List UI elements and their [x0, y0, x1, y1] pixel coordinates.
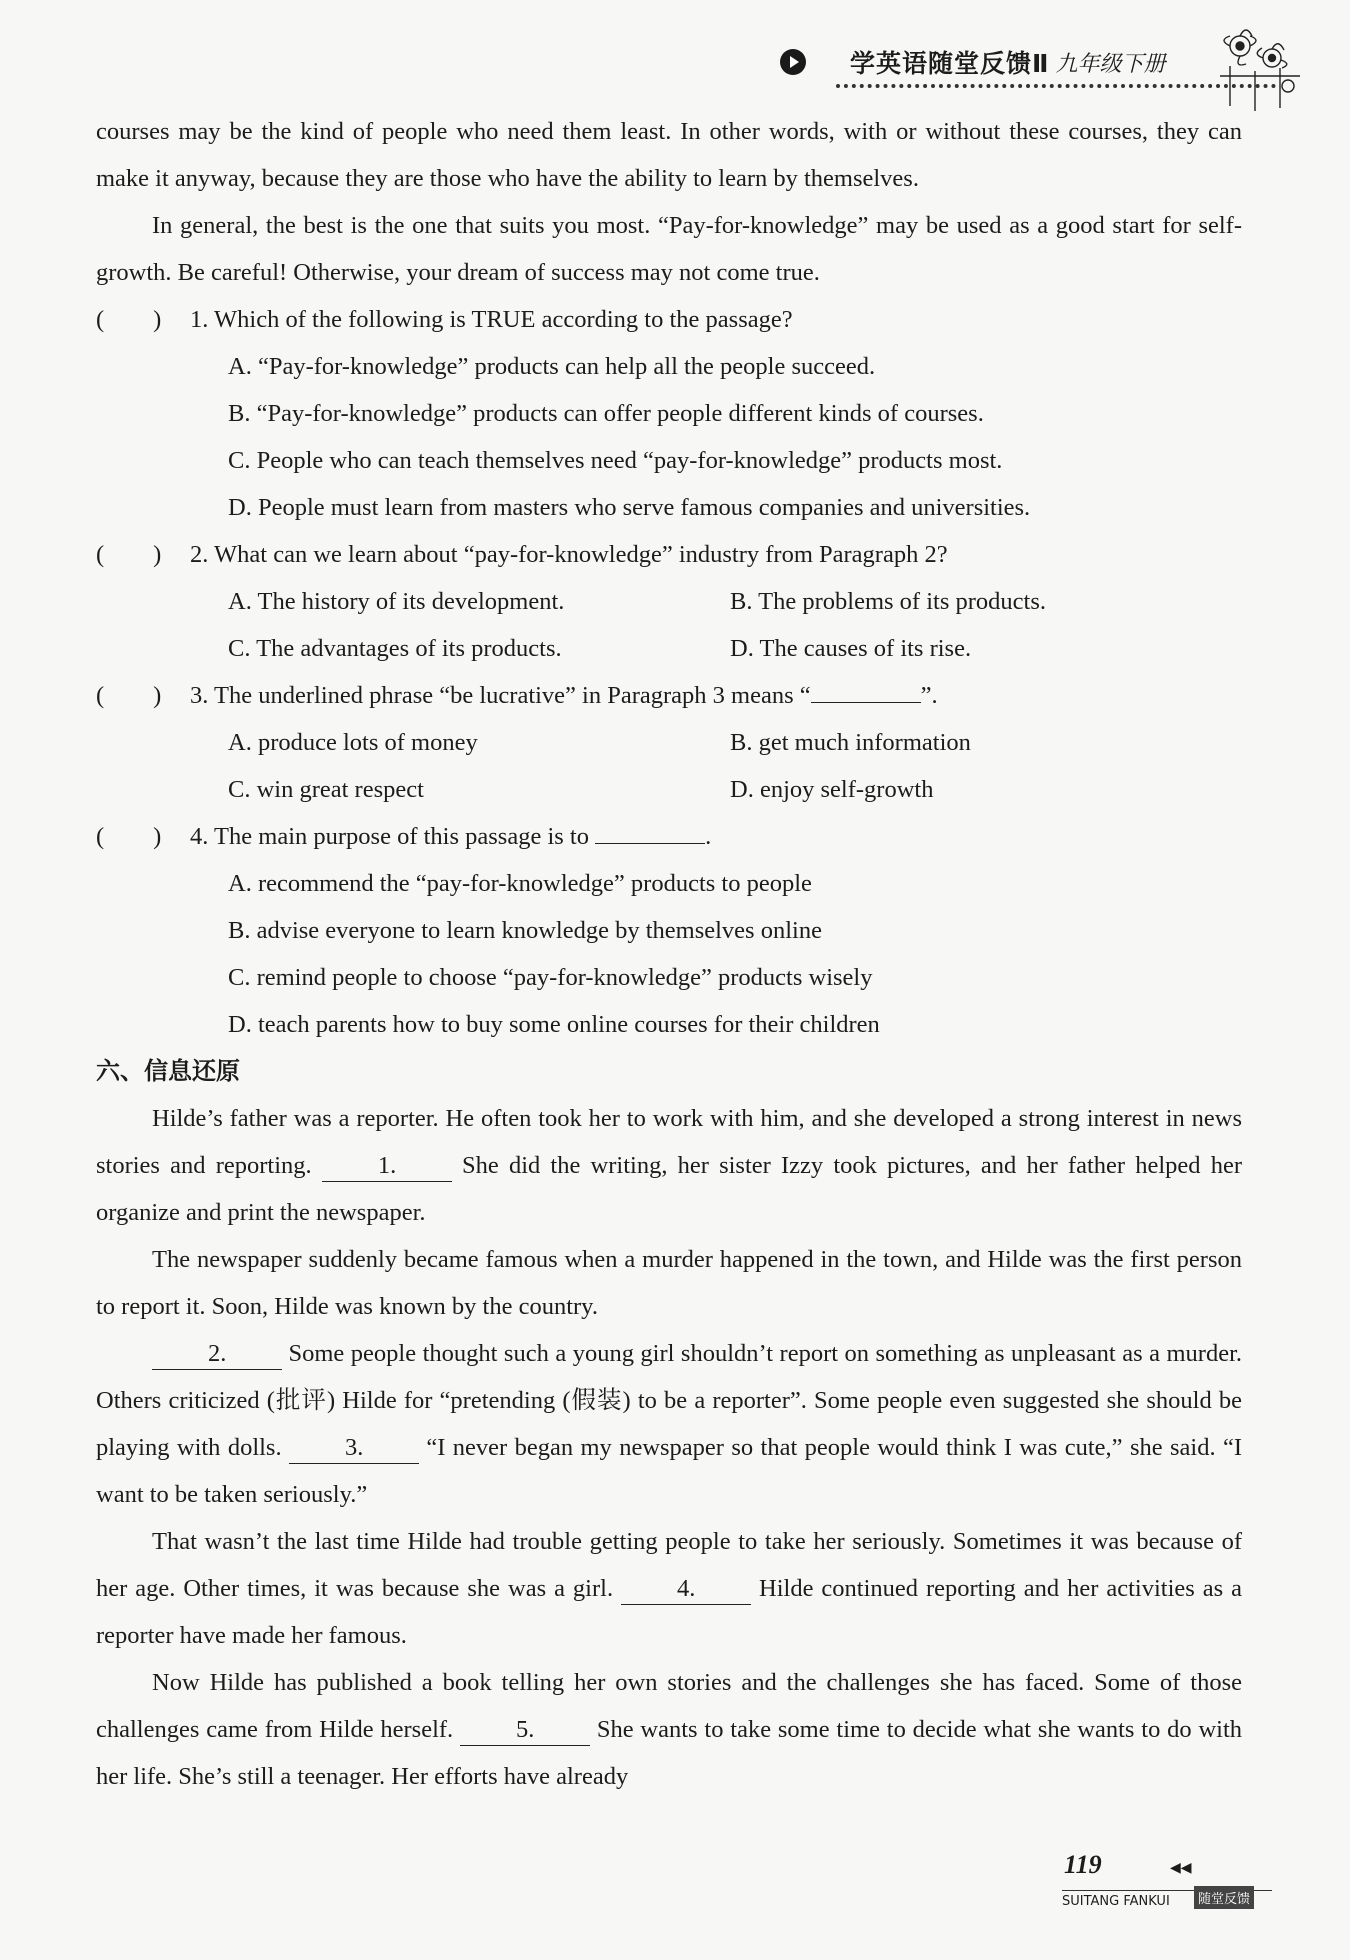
option-d: D. The causes of its rise.	[730, 635, 972, 662]
section-heading: 六、信息还原	[96, 1057, 240, 1085]
paragraph-text: That wasn’t the last time Hilde had trouble getting people to take her seriously. Sometimes it was because of her age. Other times, it was because she was a girl.	[96, 1528, 1242, 1602]
answer-blank-4[interactable]: 4.	[621, 1574, 751, 1605]
passage-paragraph: In general, the best is the one that suits you most. “Pay-for-knowledge” may be used as a good start for self-growth. Be careful! Otherwise, your dream of success may not come true.	[96, 212, 1242, 286]
option-d: D. People must learn from masters who serve famous companies and universities.	[228, 494, 1031, 521]
option-row	[96, 625, 1242, 672]
paragraph-text: Hilde’s father was a reporter. He often took her to work with him, and she developed a strong interest in news stories and reporting.	[96, 1105, 1242, 1179]
answer-blank-3[interactable]: 3.	[289, 1433, 419, 1464]
book-subtitle: 九年级下册	[1055, 51, 1166, 77]
question-stem: 2. What can we learn about “pay-for-knowledge” industry from Paragraph 2?	[190, 541, 948, 568]
option-b: B. advise everyone to learn knowledge by themselves online	[228, 917, 822, 944]
paragraph-text: She wants to take some time to decide what she wants to do with her life. She’s still a teenager. Her efforts have already	[96, 1716, 1243, 1790]
footer-tag: 随堂反馈	[1194, 1886, 1254, 1909]
option-row	[96, 766, 1242, 813]
question-3	[96, 672, 1242, 719]
passage-paragraph: courses may be the kind of people who need them least. In other words, with or without these courses, they can make it anyway, because they are those who have the ability to learn by themselves.	[96, 118, 1242, 192]
answer-blank-1[interactable]: 1.	[322, 1151, 452, 1182]
answer-bracket[interactable]: ( )	[96, 682, 162, 709]
page-number: 119	[1064, 1850, 1102, 1879]
footer-english: SUITANG FANKUI	[1062, 1894, 1170, 1909]
option-b: B. get much information	[730, 729, 971, 756]
passage-paragraph	[96, 1518, 1242, 1659]
question-stem: 4. The main purpose of this passage is to	[190, 823, 589, 850]
paragraph-text: Now Hilde has published a book telling her own stories and the challenges she has faced. Some of those challenges came from Hilde herself.	[96, 1669, 1242, 1743]
passage-paragraph: The newspaper suddenly became famous when a murder happened in the town, and Hilde was the first person to report it. Soon, Hilde was known by the country.	[96, 1246, 1242, 1320]
option-c: C. People who can teach themselves need “pay-for-knowledge” products most.	[228, 447, 1003, 474]
answer-bracket[interactable]: ( )	[96, 541, 162, 568]
option-c: C. win great respect	[228, 776, 424, 803]
question-stem-end: .	[705, 823, 712, 850]
answer-bracket[interactable]: ( )	[96, 823, 162, 850]
page-header	[780, 42, 1165, 82]
book-title: 学英语随堂反馈Ⅱ	[850, 49, 1050, 78]
question-2	[96, 531, 1242, 578]
answer-bracket[interactable]: ( )	[96, 306, 162, 333]
option-c: C. remind people to choose “pay-for-knowledge” products wisely	[228, 964, 873, 991]
paragraph-text: “I never began my newspaper so that people would think I was cute,” she said. “I want to be taken seriously.”	[96, 1434, 1243, 1508]
option-b: B. “Pay-for-knowledge” products can offer people different kinds of courses.	[228, 400, 984, 427]
answer-blank-2[interactable]: 2.	[152, 1339, 282, 1370]
answer-blank[interactable]	[595, 815, 705, 844]
option-a: A. produce lots of money	[228, 729, 478, 756]
question-4	[96, 813, 1242, 860]
passage-paragraph	[96, 1659, 1242, 1800]
option-d: D. enjoy self-growth	[730, 776, 934, 803]
option-c: C. The advantages of its products.	[228, 635, 562, 662]
arrows-icon: ◀◀	[1170, 1860, 1192, 1876]
option-d: D. teach parents how to buy some online courses for their children	[228, 1011, 880, 1038]
option-a: A. The history of its development.	[228, 588, 565, 615]
paragraph-text: She did the writing, her sister Izzy took pictures, and her father helped her organize and print the newspaper.	[96, 1152, 1243, 1226]
option-a: A. recommend the “pay-for-knowledge” products to people	[228, 870, 812, 897]
paragraph-text: Hilde continued reporting and her activities as a reporter have made her famous.	[96, 1575, 1242, 1649]
question-stem: 1. Which of the following is TRUE according to the passage?	[190, 306, 793, 333]
answer-blank-5[interactable]: 5.	[460, 1715, 590, 1746]
option-b: B. The problems of its products.	[730, 588, 1046, 615]
answer-blank[interactable]	[811, 674, 921, 703]
play-icon	[780, 49, 806, 75]
question-stem-end: ”.	[920, 682, 938, 709]
question-stem: 3. The underlined phrase “be lucrative” in Paragraph 3 means “	[190, 682, 811, 709]
option-a: A. “Pay-for-knowledge” products can help all the people succeed.	[228, 353, 876, 380]
option-row	[96, 719, 1242, 766]
paragraph-text: Some people thought such a young girl shouldn’t report on something as unpleasant as a murder. Others criticized (批评) Hilde for “pretending (假装) to be a reporter”. Some people even suggested she should be playing with dolls.	[96, 1340, 1243, 1461]
passage-paragraph	[96, 1095, 1242, 1236]
passage-paragraph	[96, 1330, 1242, 1518]
page-content	[96, 108, 1242, 1800]
option-row	[96, 578, 1242, 625]
question-1	[96, 296, 1242, 343]
